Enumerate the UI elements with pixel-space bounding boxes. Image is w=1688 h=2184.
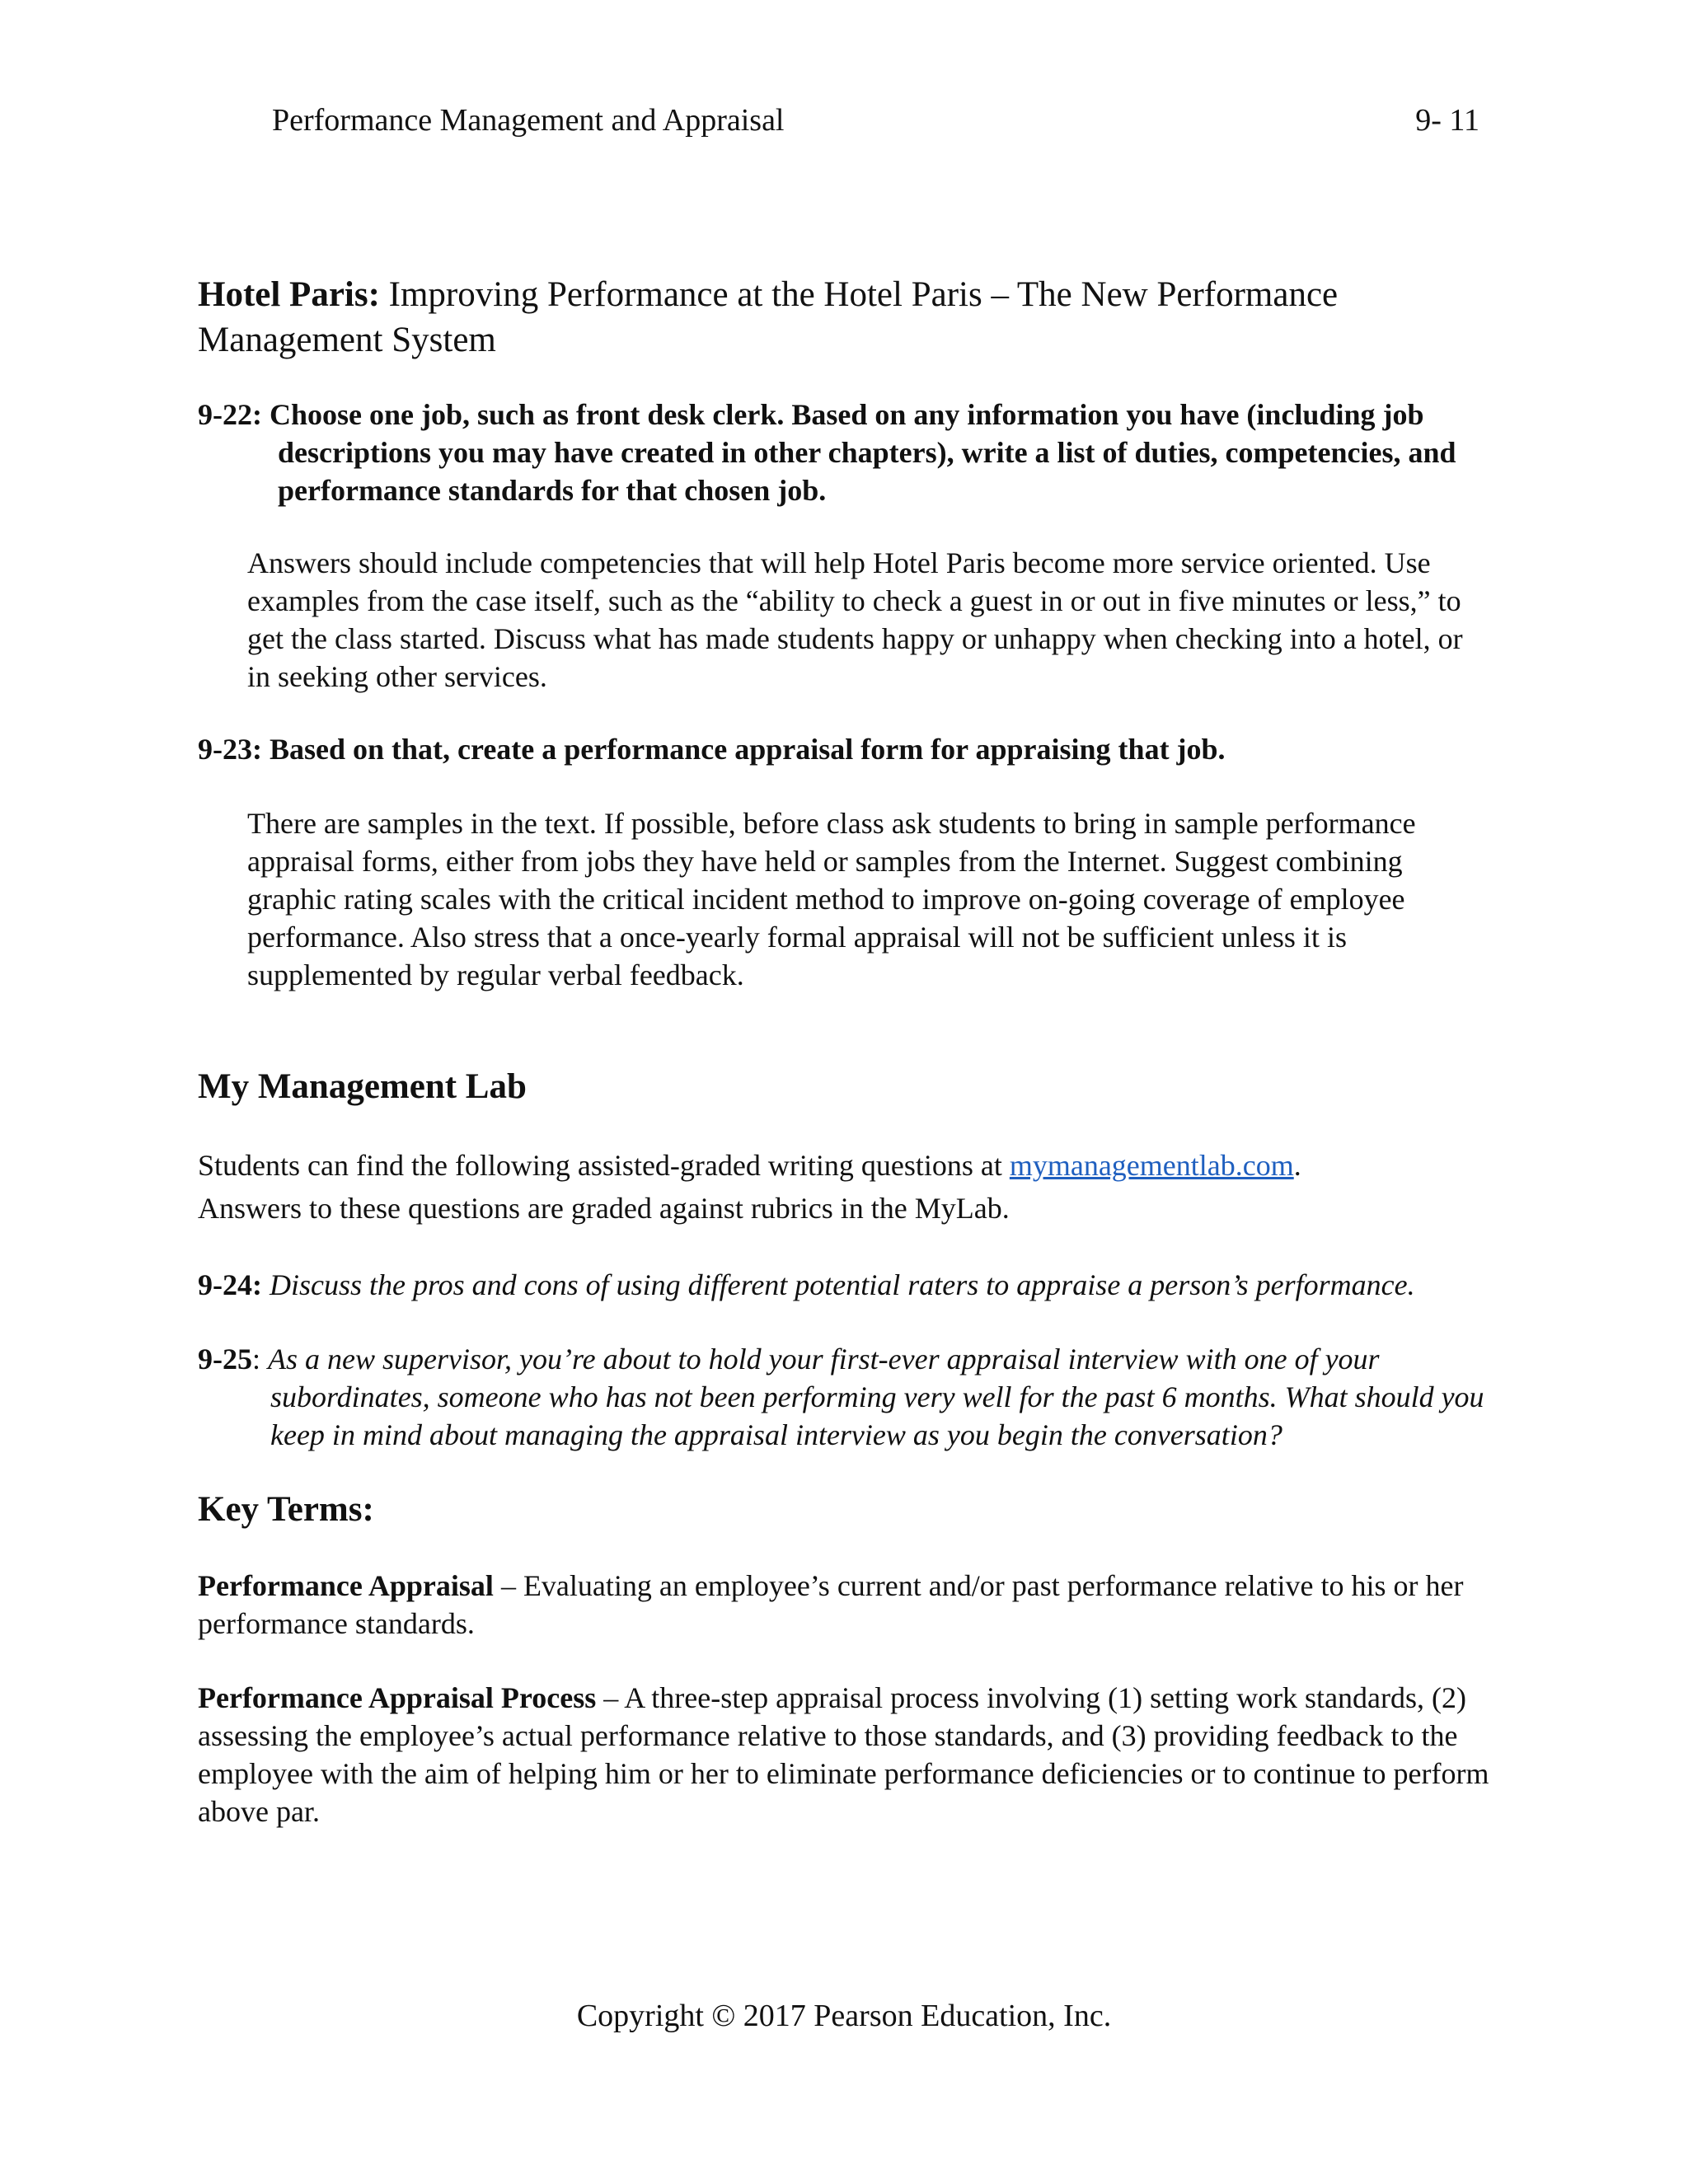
question-text: Based on that, create a performance appraisal form for appraising that job.	[269, 733, 1226, 766]
copyright-footer: Copyright © 2017 Pearson Education, Inc.	[576, 1999, 1112, 2033]
term-definition: – A three-step appraisal process involving (1) setting work standards, (2) assessing the employee’s actual performance relative to those standards, and (3) providing feedback to the employee with the aim of helping him or her to eliminate performance deficiencies or to continue to perform above par.	[198, 1681, 1489, 1828]
page-content	[198, 272, 1492, 1830]
answer-9-22: Answers should include competencies that will help Hotel Paris become more service oriented. Use examples from the case itself, such as the “ability to check a guest in or out in five minutes or less,” to get the class started. Discuss what has made students happy or unhappy when checking into a hotel, or in seeking other services.	[247, 546, 1463, 693]
running-header-title: Performance Management and Appraisal	[272, 103, 785, 138]
hotel-paris-case-title: Improving Performance at the Hotel Paris – The New Performance Management System	[198, 275, 1339, 359]
key-terms-heading: Key Terms:	[198, 1490, 374, 1529]
question-number: 9-25	[198, 1343, 252, 1376]
mylab-intro-period: .	[1293, 1149, 1301, 1182]
question-9-23	[198, 730, 1492, 768]
running-header	[272, 99, 1479, 142]
question-separator: :	[252, 1343, 261, 1376]
hotel-paris-title	[198, 272, 1492, 363]
key-term-performance-appraisal	[198, 1567, 1492, 1643]
question-9-22	[198, 396, 1492, 509]
mylab-intro	[198, 1144, 1492, 1230]
question-9-24	[198, 1266, 1492, 1304]
term-name: Performance Appraisal Process	[198, 1681, 597, 1714]
question-number: 9-23:	[198, 733, 262, 766]
mymanagementlab-link[interactable]: mymanagementlab.com	[1009, 1149, 1294, 1182]
question-text: As a new supervisor, you’re about to hold your first-ever appraisal interview with one of your subordinates, someone who has not been performing very well for the past 6 months. What should you keep in mind about managing the appraisal interview as you begin the conversation?	[268, 1343, 1484, 1451]
question-9-25	[198, 1340, 1492, 1454]
question-number: 9-24:	[198, 1268, 262, 1301]
mylab-heading: My Management Lab	[198, 1067, 527, 1106]
question-text: Discuss the pros and cons of using different potential raters to appraise a person’s performance.	[269, 1268, 1415, 1301]
answer-9-23: There are samples in the text. If possible, before class ask students to bring in sample performance appraisal forms, either from jobs they have held or samples from the Internet. Suggest combining graphic rating scales with the critical incident method to improve on-going coverage of employee performance. Also stress that a once-yearly formal appraisal will not be sufficient unless it is supplemented by regular verbal feedback.	[247, 807, 1416, 991]
mylab-intro-text: Students can find the following assisted-graded writing questions at	[198, 1149, 1010, 1182]
question-text: Choose one job, such as front desk clerk. Based on any information you have (including job descriptions you may have created in other chapters), write a list of duties, competencies, and performance standards for that chosen job.	[269, 398, 1456, 507]
key-term-performance-appraisal-process	[198, 1679, 1492, 1830]
page-number: 9- 11	[1415, 103, 1479, 138]
question-number: 9-22:	[198, 398, 262, 431]
term-definition: – Evaluating an employee’s current and/or past performance relative to his or her performance standards.	[198, 1569, 1464, 1640]
hotel-paris-label: Hotel Paris:	[198, 275, 380, 314]
mylab-intro-line2: Answers to these questions are graded against rubrics in the MyLab.	[198, 1192, 1010, 1225]
term-name: Performance Appraisal	[198, 1569, 494, 1602]
